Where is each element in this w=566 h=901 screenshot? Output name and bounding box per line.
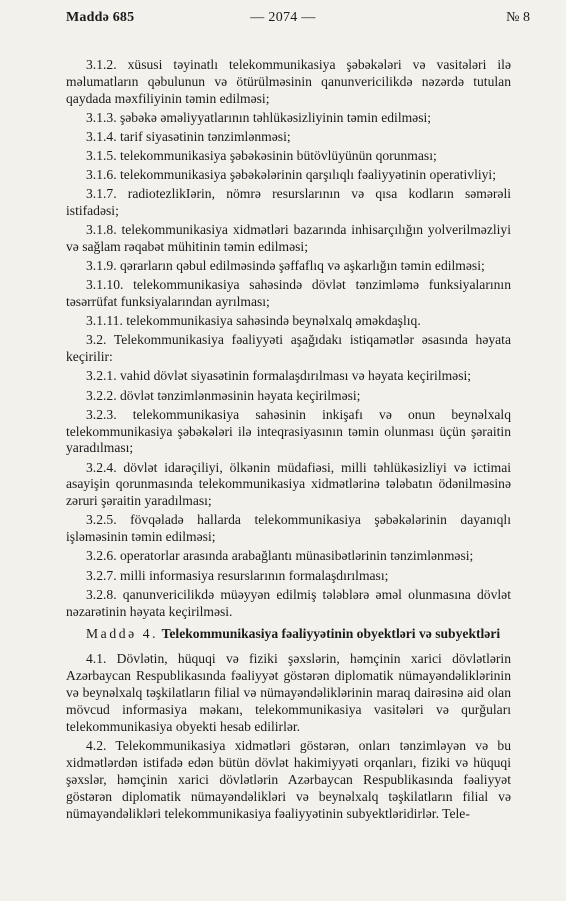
- paragraph-3-2-5: 3.2.5. fövqəladə hallarda telekommunikasiya şəbəkələrinin dayanıqlı işləməsinin təmin edilməsi;: [66, 512, 511, 545]
- paragraph-3-2-7: 3.2.7. milli informasiya resurslarının formalaşdırılması;: [86, 567, 389, 583]
- paragraph-3-1-3: 3.1.3. şəbəkə əməliyyatlarının təhlükəsizliyinin təmin edilməsi;: [86, 109, 432, 125]
- paragraph-3-2: 3.2. Telekommunikasiya fəaliyyəti aşağıdakı istiqamətlər əsasında həyata keçirilir:: [66, 332, 511, 365]
- paragraph-3-1-2: 3.1.2. xüsusi təyinatlı telekommunikasiya şəbəkələri və vasitələri ilə məlumatların qəbulunun və ötürülməsinin qanunvericilikdə nəzərdə tutulan qaydada məxfiliyinin təmin edilməsi;: [66, 57, 511, 106]
- paragraph-3-1-6: 3.1.6. telekommunikasiya şəbəkələrinin qarşılıqlı fəaliyyətinin operativliyi;: [86, 167, 496, 183]
- paragraph-3-1-5: 3.1.5. telekommunikasiya şəbəkəsinin bütövlüyünün qorunması;: [86, 148, 437, 164]
- paragraph-3-2-2: 3.2.2. dövlət tənzimlənməsinin həyata keçirilməsi;: [86, 387, 361, 403]
- article-title: Telekommunikasiya fəaliyyətinin obyektləri və subyektləri: [161, 626, 501, 642]
- article-label: Maddə 4.: [86, 626, 159, 642]
- page-number: — 2074 —: [250, 10, 316, 25]
- paragraph-3-2-1: 3.2.1. vahid dövlət siyasətinin formalaşdırılması və həyata keçirilməsi;: [86, 368, 472, 384]
- paragraph-3-1-4: 3.1.4. tarif siyasətinin tənzimlənməsi;: [86, 129, 291, 144]
- issue-number: № 8: [506, 10, 530, 25]
- paragraph-4-2: 4.2. Telekommunikasiya xidmətləri göstərən, onları tənzimləyən və bu xidmətlərdən istifadə edən bütün dövlət hakimiyyəti orqanları, fiziki və hüquqi şəxslər, həmçinin xarici dövlətlərin Azərbaycan Respublikasında fəaliyyət göstərən diplomatik nümayəndəlikləri və beynəlxalq təşkilatların filial və nümayəndəlikləri telekommunikasiya fəaliyyətinin subyektləridirlər. Tele-: [66, 738, 511, 821]
- paragraph-4-1: 4.1. Dövlətin, hüquqi və fiziki şəxslərin, həmçinin xarici dövlətlərin Azərbaycan Respublikasında fəaliyyət göstərən diplomatik nümayəndəliklərinin və beynəlxalq təşkilatların filial və nümayəndəliklərinin maraq dairəsinə aid olan mövcud informasiya məkanı, telekommunikasiya vasitələri və qurğuları telekommunikasiya obyekti hesab edilirlər.: [66, 651, 511, 734]
- paragraph-3-1-8: 3.1.8. telekommunikasiya xidmətləri bazarında inhisarçılığın yolverilməzliyi və sağlam rəqabət mühitinin təmin edilməsi;: [66, 222, 511, 255]
- article-heading: [66, 626, 511, 643]
- paragraph-3-1-10: 3.1.10. telekommunikasiya sahəsində dövlət tənzimləmə funksiyalarının təsərrüfat funksiyalarından ayrılması;: [66, 277, 511, 310]
- paragraph-3-1-11: 3.1.11. telekommunikasiya sahəsində beynəlxalq əməkdaşlıq.: [86, 313, 421, 329]
- paragraph-3-2-4: 3.2.4. dövlət idarəçiliyi, ölkənin müdafiəsi, milli təhlükəsizliyi və ictimai asayişin qorunmasında telekommunikasiya xidmətlərinə tələbatın ödənilməsinə zəruri şəraitin yaradılması;: [66, 459, 511, 509]
- body-text: [66, 57, 511, 825]
- paragraph-3-2-6: 3.2.6. operatorlar arasında arabağlantı münasibətlərinin tənzimlənməsi;: [86, 548, 474, 564]
- paragraph-3-2-3: 3.2.3. telekommunikasiya sahəsinin inkişafı və onun beynəlxalq telekommunikasiya şəbəkələri ilə inteqrasiyasının təmin olunması üçün şəraitin yaradılması;: [66, 406, 511, 456]
- paragraph-3-1-9: 3.1.9. qərarların qəbul edilməsində şəffaflıq və aşkarlığın təmin edilməsi;: [86, 258, 485, 274]
- article-number-header: Maddə 685: [66, 10, 135, 25]
- paragraph-3-2-8: 3.2.8. qanunvericilikdə müəyyən edilmiş tələblərə əməl olunmasına dövlət nəzarətinin həyata keçirilməsi.: [66, 586, 511, 619]
- paragraph-3-1-7: 3.1.7. radiotezlikIərin, nömrə resurslarının və qısa kodların səmərəli istifadəsi;: [66, 186, 511, 219]
